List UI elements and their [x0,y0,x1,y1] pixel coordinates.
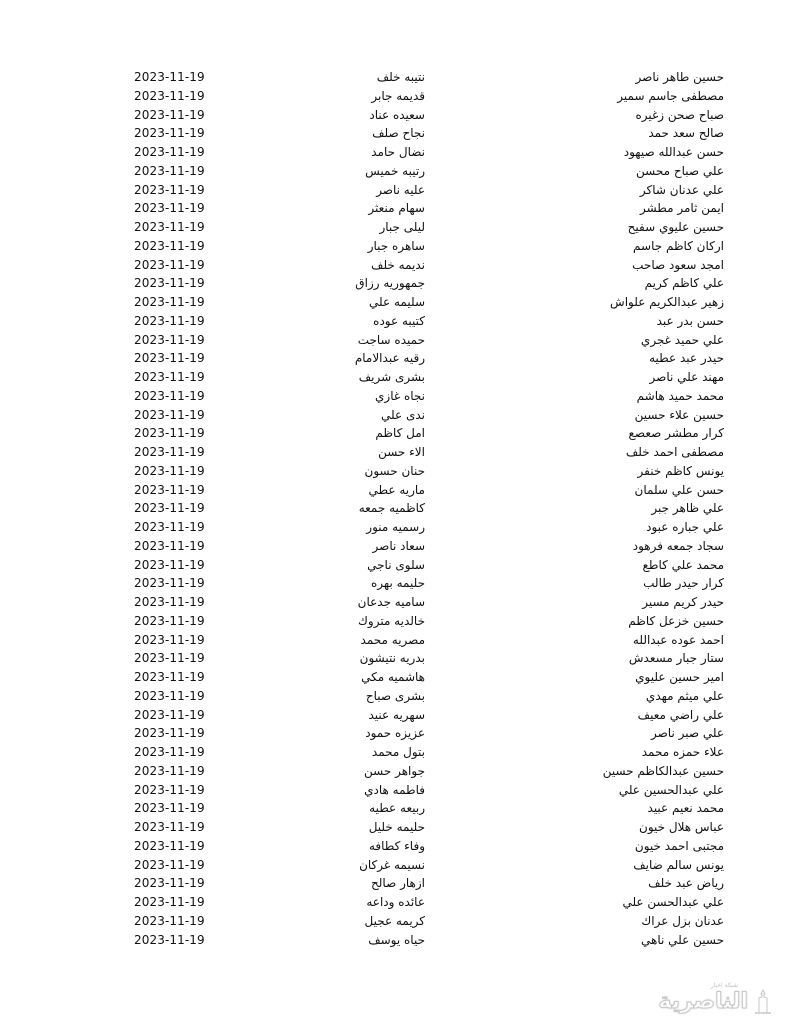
list-row [0,649,792,668]
full-name: علاء حمزه محمد [641,745,724,759]
date: 2023-11-19 [134,332,205,347]
mother-name: ربيعه عطيه [369,801,425,816]
full-name: حيدر كريم مسير [642,595,724,609]
list-row [0,68,792,87]
list-row [0,631,792,650]
date: 2023-11-19 [134,351,205,366]
minaret-icon [752,989,774,1015]
full-name: محمد حميد هاشم [636,388,724,403]
date: 2023-11-19 [134,88,205,103]
mother-name: جواهر حسن [364,763,425,778]
list-row [0,724,792,743]
mother-name: بتول محمد [371,745,425,759]
list-row [0,87,792,106]
list-row [0,518,792,537]
mother-name: مصريه محمد [360,632,425,647]
date: 2023-11-19 [134,651,205,666]
full-name: ايمن ثامر مطشر [639,201,724,216]
full-name: حسين طاهر ناصر [635,70,724,84]
date: 2023-11-19 [134,745,205,759]
mother-name: جمهوريه رزاق [355,276,425,291]
date: 2023-11-19 [134,613,205,628]
date: 2023-11-19 [134,182,205,197]
date: 2023-11-19 [134,220,205,234]
date: 2023-11-19 [134,126,205,141]
mother-name: ازهار صالح [371,876,425,891]
mother-name: رسميه منور [366,520,425,534]
full-name: حسين علاء حسين [634,407,724,422]
date: 2023-11-19 [134,895,205,909]
full-name: اركان كاظم جاسم [633,238,724,253]
full-name: احمد عوده عبدالله [632,632,724,647]
full-name: حسن علي سلمان [634,482,724,497]
date: 2023-11-19 [134,932,205,947]
mother-name: نضال حامد [371,145,425,159]
mother-name: كتيبه عوده [373,313,425,328]
mother-name: عائده وداعه [366,895,425,909]
mother-name: هاشميه مكي [361,670,425,684]
list-row [0,612,792,631]
date: 2023-11-19 [134,913,205,928]
full-name: عدنان بزل عراك [641,913,724,928]
date: 2023-11-19 [134,688,205,703]
date: 2023-11-19 [134,295,205,309]
full-name: رياض عبد خلف [648,876,724,891]
list-row [0,818,792,837]
full-name: علي حميد غجري [640,332,724,347]
mother-name: رتيبه خميس [365,163,425,178]
mother-name: نديمه خلف [371,257,425,272]
mother-name: قديمه جابر [371,88,425,103]
full-name: حيدر عبد عطيه [649,351,724,366]
list-row [0,368,792,387]
mother-name: بشرى صباح [365,688,425,703]
list-row [0,162,792,181]
mother-name: ليلى جبار [379,220,425,234]
mother-name: سلوى ناجي [367,557,425,572]
full-name: علي صباح محسن [636,163,724,178]
list-row [0,706,792,725]
list-row [0,237,792,256]
mother-name: حميده ساجت [357,332,425,347]
list-row [0,424,792,443]
list-row [0,499,792,518]
mother-name: نتيبه خلف [376,70,425,84]
full-name: امجد سعود صاحب [632,257,724,272]
date: 2023-11-19 [134,388,205,403]
date: 2023-11-19 [134,313,205,328]
mother-name: ساهره جبار [367,238,425,253]
full-name: زهير عبدالكريم علواش [610,295,724,309]
date: 2023-11-19 [134,145,205,159]
mother-name: عليه ناصر [376,182,425,197]
mother-name: سليمه علي [369,295,425,309]
mother-name: ساميه جدعان [357,595,425,609]
full-name: علي ظاهر جبر [651,501,724,516]
full-name: مهند علي ناصر [649,370,724,384]
list-row [0,781,792,800]
full-name: صالح سعد حمد [648,126,724,141]
mother-name: حليمه بهره [371,576,425,591]
full-name: علي عدنان شاكر [639,182,724,197]
full-name: علي راضي معيف [637,707,724,722]
date: 2023-11-19 [134,857,205,872]
date: 2023-11-19 [134,238,205,253]
watermark-text: الناصرية [658,989,748,1014]
date: 2023-11-19 [134,726,205,741]
date: 2023-11-19 [134,782,205,797]
date: 2023-11-19 [134,557,205,572]
mother-name: سهريه عنيد [368,707,425,722]
full-name: كرار مطشر صعصع [628,426,724,441]
list-row [0,387,792,406]
date: 2023-11-19 [134,707,205,722]
date: 2023-11-19 [134,763,205,778]
list-row [0,143,792,162]
list-row [0,443,792,462]
date: 2023-11-19 [134,632,205,647]
mother-name: الاء حسن [378,445,425,459]
list-row [0,574,792,593]
date: 2023-11-19 [134,445,205,459]
date: 2023-11-19 [134,201,205,216]
full-name: حسين علي ناهي [641,932,724,947]
date: 2023-11-19 [134,838,205,853]
full-name: حسن عبدالله صيهود [623,145,724,159]
full-name: علي عبدالحسين علي [618,782,724,797]
full-name: علي عبدالحسن علي [622,895,724,909]
list-row [0,293,792,312]
list-row [0,668,792,687]
full-name: حسين عليوي سفيح [627,220,724,234]
date: 2023-11-19 [134,163,205,178]
list-row [0,406,792,425]
full-name: صباح صحن زغيره [635,107,724,122]
mother-name: وفاء كطافه [368,838,425,853]
list-row [0,893,792,912]
list-row [0,199,792,218]
date: 2023-11-19 [134,426,205,441]
mother-name: حياه يوسف [368,932,425,947]
full-name: مجتبى احمد خيون [634,838,724,853]
list-row [0,181,792,200]
list-row [0,312,792,331]
date: 2023-11-19 [134,407,205,422]
full-name: عباس هلال خيون [639,820,724,834]
list-row [0,481,792,500]
date: 2023-11-19 [134,520,205,534]
list-row [0,462,792,481]
list-row [0,856,792,875]
list-row [0,874,792,893]
list-row [0,349,792,368]
date: 2023-11-19 [134,107,205,122]
full-name: مصطفى جاسم سمير [617,88,724,103]
full-name: حسن بدر عبد [656,313,724,328]
mother-name: كريمه عجيل [364,913,425,928]
full-name: يونس كاظم خنفر [637,463,724,478]
list-row [0,912,792,931]
mother-name: امل كاظم [375,426,425,441]
mother-name: نجاح صلف [372,126,425,141]
full-name: محمد علي كاطع [642,557,724,572]
full-name: علي جباره عبود [646,520,724,534]
full-name: علي صبر ناصر [650,726,724,741]
mother-name: ندى علي [381,407,425,422]
mother-name: بدريه نتيشون [359,651,425,666]
names-list [0,68,792,949]
mother-name: حليمه خليل [368,820,425,834]
full-name: محمد نعيم عبيد [647,801,724,816]
mother-name: سعاد ناصر [372,538,425,553]
list-row [0,556,792,575]
mother-name: حنان حسون [364,463,425,478]
date: 2023-11-19 [134,538,205,553]
full-name: كرار حيدر طالب [643,576,724,591]
date: 2023-11-19 [134,501,205,516]
date: 2023-11-19 [134,463,205,478]
full-name: ستار جبار مسعدش [628,651,724,666]
date: 2023-11-19 [134,595,205,609]
mother-name: بشرى شريف [358,370,425,384]
list-row [0,593,792,612]
list-row [0,218,792,237]
full-name: علي كاظم كريم [644,276,724,291]
full-name: مصطفى احمد خلف [625,445,724,459]
mother-name: نجاه غازي [375,388,425,403]
list-row [0,537,792,556]
date: 2023-11-19 [134,820,205,834]
list-row [0,124,792,143]
mother-name: عزيزه حمود [365,726,425,741]
mother-name: رقيه عبدالامام [354,351,425,366]
full-name: سجاد جمعه فرهود [632,538,724,553]
date: 2023-11-19 [134,257,205,272]
list-row [0,256,792,275]
mother-name: سهام منعثر [368,201,425,216]
watermark-subtext: شبكة اخبار [710,982,738,989]
list-row [0,331,792,350]
full-name: حسين عبدالكاظم حسين [602,763,724,778]
mother-name: سعيده عناد [369,107,425,122]
mother-name: ماريه عطي [368,482,425,497]
mother-name: خالديه متروك [358,613,425,628]
watermark-logo [640,982,774,1016]
full-name: حسين خزعل كاظم [628,613,724,628]
list-row [0,743,792,762]
list-row [0,106,792,125]
list-row [0,762,792,781]
date: 2023-11-19 [134,670,205,684]
date: 2023-11-19 [134,876,205,891]
mother-name: كاظميه جمعه [358,501,425,516]
list-row [0,274,792,293]
full-name: علي ميثم مهدي [645,688,724,703]
date: 2023-11-19 [134,370,205,384]
full-name: امير حسين عليوي [635,670,724,684]
date: 2023-11-19 [134,576,205,591]
date: 2023-11-19 [134,801,205,816]
mother-name: فاطمه هادي [364,782,425,797]
mother-name: نسيمه غركان [359,857,425,872]
date: 2023-11-19 [134,482,205,497]
full-name: يونس سالم ضايف [633,857,724,872]
date: 2023-11-19 [134,276,205,291]
date: 2023-11-19 [134,70,205,84]
list-row [0,799,792,818]
list-row [0,931,792,950]
list-row [0,837,792,856]
list-row [0,687,792,706]
